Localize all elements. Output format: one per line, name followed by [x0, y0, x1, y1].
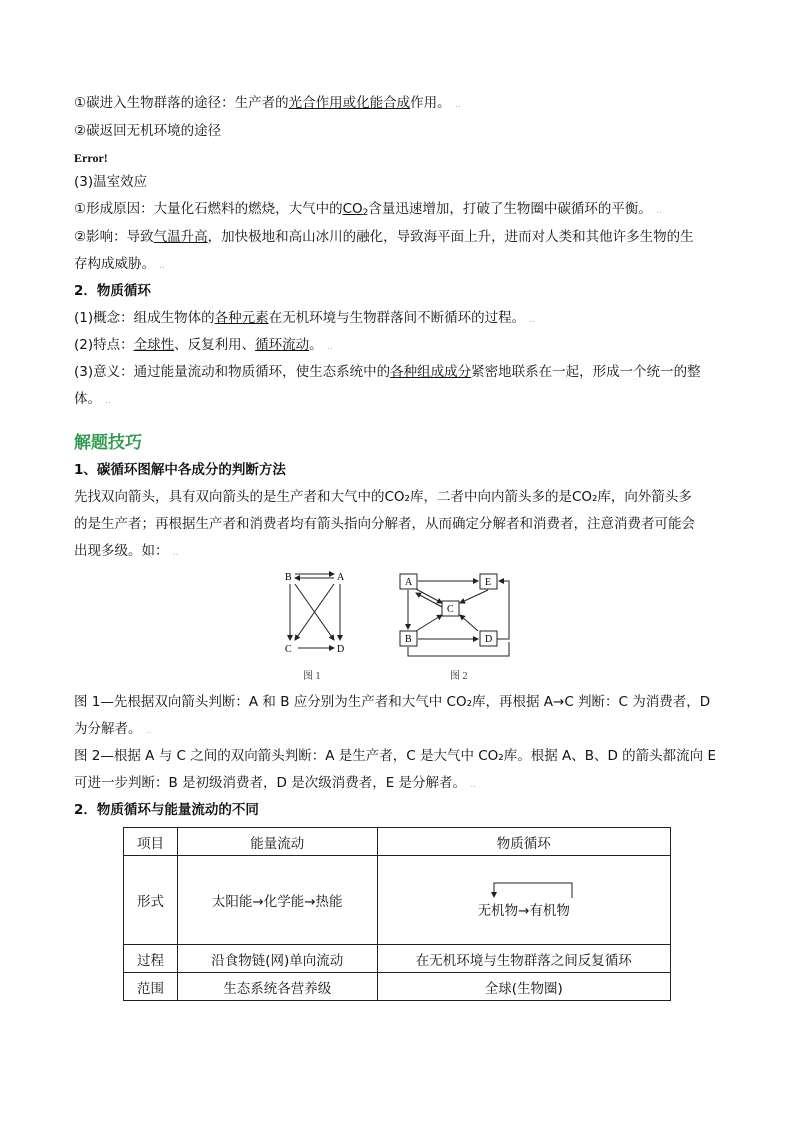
text-segment: (1)概念：组成生物体的: [74, 310, 215, 326]
fig1-node-b: B: [285, 572, 292, 583]
material-meaning-line-2: [74, 390, 111, 410]
error-text: Error!: [74, 151, 108, 165]
text-segment: ①碳进入生物群落的途径：生产者的: [74, 95, 289, 111]
table-header-row: [124, 828, 671, 856]
material-concept-line: [74, 309, 535, 329]
co2-term: [343, 201, 369, 217]
tips-section-1-title: 1、碳循环图解中各成分的判断方法: [74, 462, 286, 478]
table-cell-matter: [377, 856, 670, 945]
figure-2-explanation-line-1: 图 2—根据 A 与 C 之间的双向箭头判断：A 是生产者，C 是大气中 CO₂库。根据 A、B、D 的箭头都流向 E: [74, 748, 717, 764]
text-segment: 。: [309, 337, 323, 353]
text-segment: ①形成原因：大量化石燃料的燃烧，大气中的: [74, 201, 343, 217]
carbon-return-line: ②碳返回无机环境的途径: [74, 123, 222, 139]
text-segment: ②影响：导致: [74, 229, 154, 245]
figure-2-explanation-line-2: [74, 774, 476, 794]
text-segment: 存构成威胁。: [74, 256, 155, 272]
table-row: [124, 973, 671, 1001]
fig1-node-d: D: [337, 644, 345, 655]
fig2-node-a: A: [405, 577, 413, 588]
co2-subscript: 2: [362, 208, 369, 218]
table-cell-energy: 太阳能→化学能→热能: [177, 856, 377, 945]
trailing-mark: ..: [105, 396, 112, 406]
greenhouse-cause-line: [74, 200, 662, 222]
table-cell-label: 过程: [124, 945, 178, 973]
text-segment: 含量迅速增加，打破了生物圈中碳循环的平衡。: [368, 201, 652, 217]
matter-cycle-diagram: [478, 881, 570, 919]
text-segment: 为分解者。: [74, 721, 142, 737]
tips-paragraph-line-1: 先找双向箭头，具有双向箭头的是生产者和大气中的CO₂库，二者中向内箭头多的是CO₂库，向外箭头多: [74, 489, 692, 505]
underlined-term: 各种元素: [214, 310, 269, 326]
material-features-line: [74, 336, 333, 356]
table-row: [124, 856, 671, 945]
trailing-mark: ..: [454, 100, 461, 110]
greenhouse-effect-line: [74, 228, 694, 246]
table-header-cell: 物质循环: [377, 828, 670, 856]
tips-paragraph-line-3: [74, 542, 179, 562]
text-segment: (3)意义：通过能量流动和物质循环，使生态系统中的: [74, 364, 391, 380]
underlined-term: 循环流动: [255, 337, 310, 353]
fig2-node-b: B: [405, 634, 412, 645]
comparison-table: [123, 827, 671, 1001]
fig2-node-d: D: [485, 634, 493, 645]
material-meaning-line: [74, 363, 701, 381]
fig2-node-e: E: [485, 577, 492, 588]
table-cell-label: 形式: [124, 856, 178, 945]
matter-form-text: 无机物→有机物: [477, 903, 570, 919]
text-segment: 体。: [74, 391, 101, 407]
table-cell-matter: 在无机环境与生物群落之间反复循环: [377, 945, 670, 973]
table-cell-label: 范围: [124, 973, 178, 1001]
underlined-term: 气温升高: [153, 229, 208, 245]
trailing-mark: ..: [145, 726, 152, 736]
figure-1-explanation-line-1: 图 1—先根据双向箭头判断：A 和 B 应分别为生产者和大气中 CO₂库，再根据 A→C 判断：C 为消费者，D: [74, 694, 711, 710]
fig2-arrow-c-to-a: [416, 593, 442, 607]
fig2-node-c: C: [447, 604, 454, 615]
greenhouse-effect-line-2: [74, 255, 165, 275]
figure-2-caption: 图 2: [450, 671, 468, 682]
tips-heading: 解题技巧: [74, 433, 142, 453]
table-header-cell: 能量流动: [177, 828, 377, 856]
text-segment: 在无机环境与生物群落间不断循环的过程。: [268, 310, 526, 326]
fig2-arrow-b-to-c: [416, 615, 442, 631]
figure-1-caption: 图 1: [303, 671, 321, 682]
fig2-arrow-d-to-c: [460, 615, 478, 631]
text-segment: 作用。: [410, 95, 451, 111]
table-header-cell: 项目: [124, 828, 178, 856]
cycle-return-arrow: [486, 881, 580, 901]
trailing-mark: ..: [656, 206, 662, 216]
fig2-arrow-d-to-e: [497, 581, 509, 639]
trailing-mark: ..: [159, 261, 166, 271]
underlined-term: 全球性: [133, 337, 175, 353]
text-segment: 可进一步判断：B 是初级消费者，D 是次级消费者，E 是分解者。: [74, 775, 467, 791]
text-segment: 、反复利用、: [174, 337, 256, 353]
greenhouse-title: (3)温室效应: [74, 174, 148, 190]
fig2-arrow-e-to-c: [460, 590, 488, 603]
trailing-mark: ..: [470, 780, 477, 790]
trailing-mark: ..: [529, 315, 536, 325]
text-segment: 紧密地联系在一起，形成一个统一的整: [471, 364, 701, 380]
table-row: [124, 945, 671, 973]
table-cell-energy: 沿食物链(网)单向流动: [177, 945, 377, 973]
table-cell-matter: 全球(生物圈): [377, 973, 670, 1001]
co2-text: CO: [342, 201, 363, 217]
text-segment: (2)特点：: [74, 337, 134, 353]
text-segment: 出现多级。如：: [74, 543, 169, 559]
fig1-node-c: C: [285, 644, 292, 655]
trailing-mark: ..: [172, 548, 179, 558]
figure-1-diagram: [278, 566, 358, 660]
underlined-term: 光合作用或化能合成: [288, 95, 411, 111]
material-cycle-title: 2．物质循环: [74, 283, 151, 299]
fig2-arrow-a-to-c: [416, 589, 442, 603]
fig1-node-a: A: [337, 572, 345, 583]
tips-section-2-title: 2．物质循环与能量流动的不同: [74, 802, 259, 818]
figure-2-diagram: [397, 570, 515, 660]
trailing-mark: ..: [326, 342, 333, 352]
carbon-entry-line: [74, 94, 461, 114]
tips-paragraph-line-2: 的是生产者；再根据生产者和消费者均有箭头指向分解者，从而确定分解者和消费者，注意消费者可能会: [74, 516, 695, 532]
underlined-term: 各种组成成分: [390, 364, 472, 380]
text-segment: ，加快极地和高山冰川的融化，导致海平面上升，进而对人类和其他许多生物的生: [207, 229, 694, 245]
table-cell-energy: 生态系统各营养级: [177, 973, 377, 1001]
figure-1-explanation-line-2: [74, 720, 152, 740]
